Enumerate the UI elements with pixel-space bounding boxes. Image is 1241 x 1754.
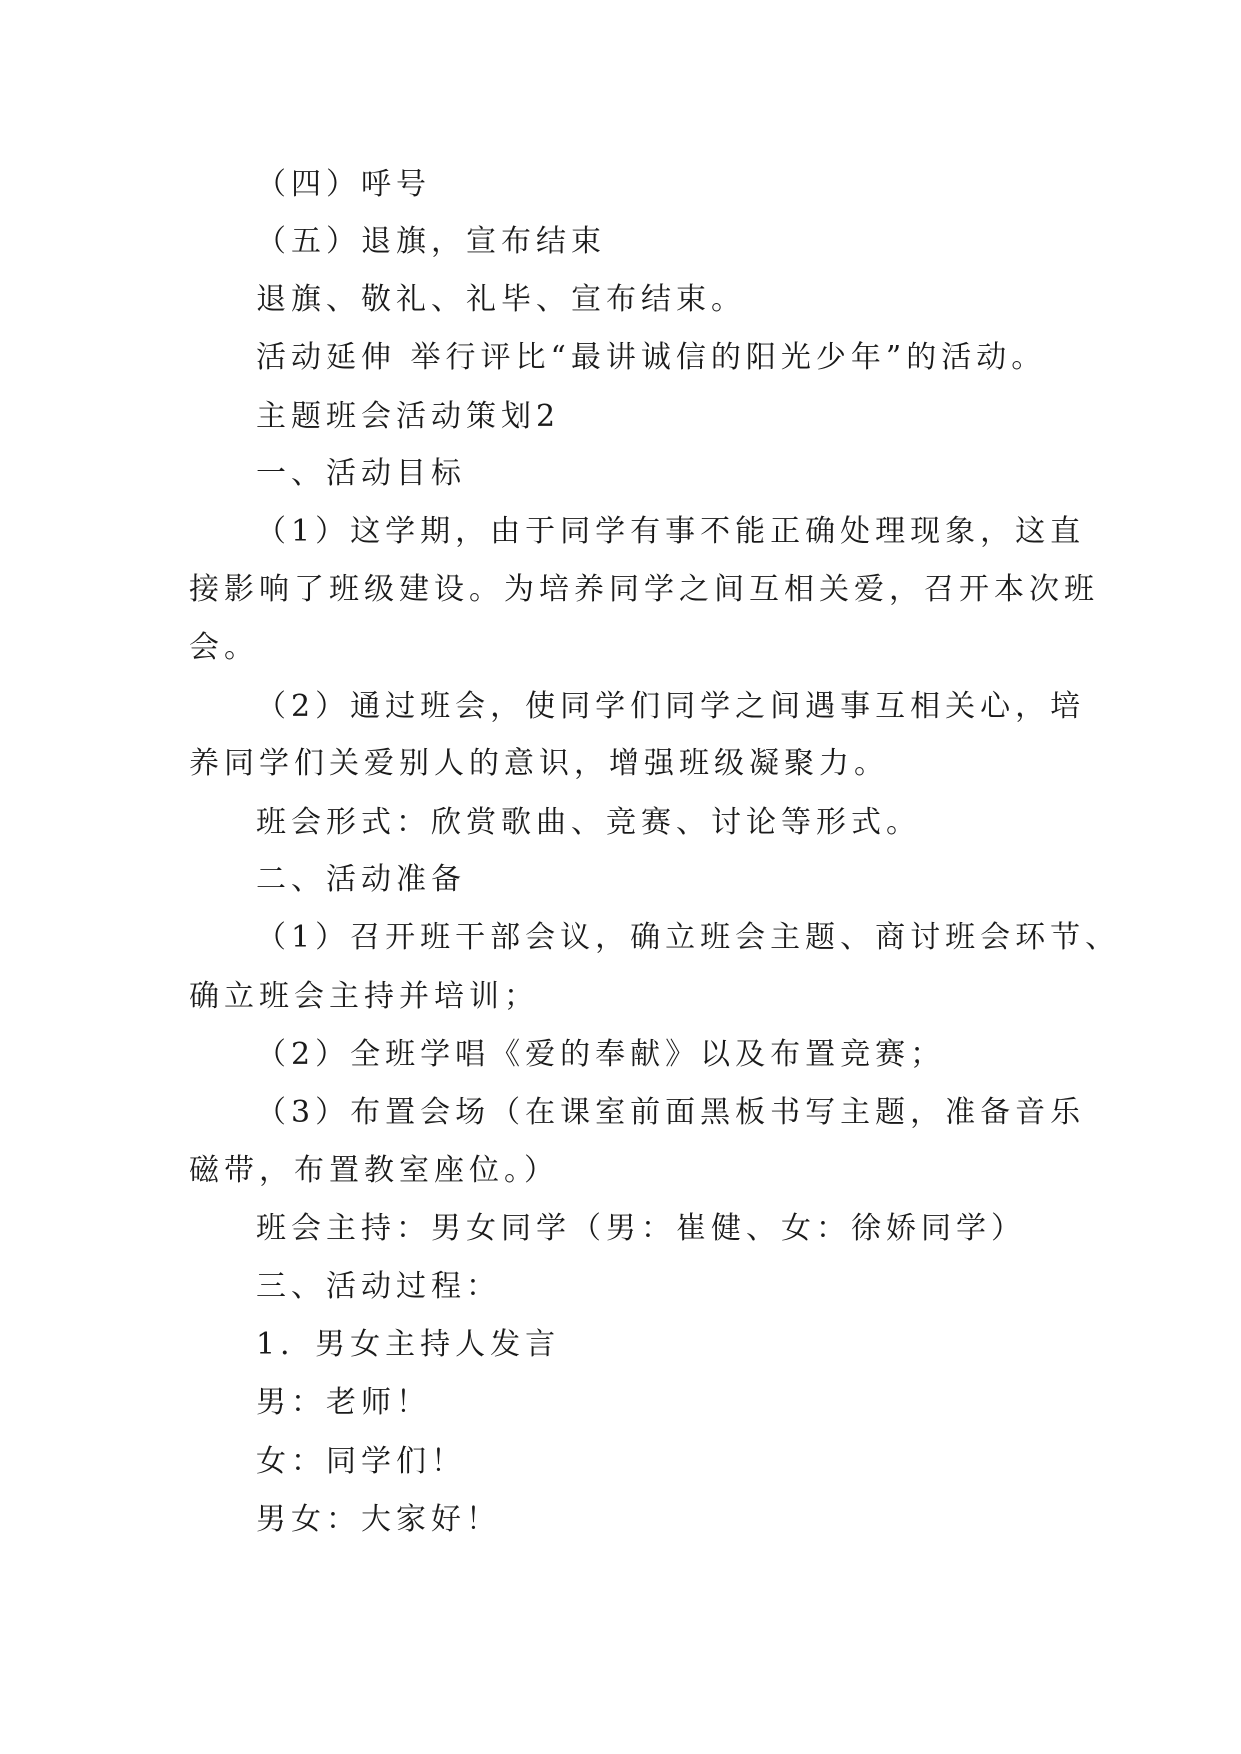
- dialogue-line: 男：老师！: [256, 1385, 431, 1420]
- paragraph: 班会形式：欣赏歌曲、竞赛、讨论等形式。: [256, 805, 921, 840]
- paragraph-continuation: 会。: [189, 630, 259, 665]
- paragraph-continuation: 养同学们关爱别人的意识，增强班级凝聚力。: [189, 746, 889, 781]
- dialogue-line: 男女：大家好！: [256, 1502, 501, 1537]
- paragraph: （2）通过班会，使同学们同学之间遇事互相关心，培: [256, 689, 1086, 724]
- paragraph: 退旗、敬礼、礼毕、宣布结束。: [256, 282, 746, 317]
- dialogue-line: 女：同学们！: [256, 1444, 466, 1479]
- paragraph: 1．男女主持人发言: [256, 1327, 561, 1362]
- paragraph-continuation: 接影响了班级建设。为培养同学之间互相关爱，召开本次班: [189, 572, 1099, 607]
- paragraph: （3）布置会场（在课室前面黑板书写主题，准备音乐: [256, 1095, 1086, 1130]
- paragraph: 活动延伸 举行评比“最讲诚信的阳光少年”的活动。: [256, 340, 1047, 375]
- section-heading: 一、活动目标: [256, 456, 466, 491]
- document-title: 主题班会活动策划2: [256, 399, 561, 434]
- section-heading: （五）退旗，宣布结束: [256, 224, 606, 259]
- section-heading: 二、活动准备: [256, 862, 466, 897]
- section-heading: （四）呼号: [256, 167, 431, 202]
- paragraph-continuation: 磁带，布置教室座位。）: [189, 1153, 559, 1188]
- paragraph: （2）全班学唱《爱的奉献》以及布置竞赛；: [256, 1037, 946, 1072]
- paragraph: （1）召开班干部会议，确立班会主题、商讨班会环节、: [256, 920, 1121, 955]
- section-heading: 三、活动过程：: [256, 1269, 501, 1304]
- paragraph-continuation: 确立班会主持并培训；: [189, 979, 539, 1014]
- paragraph: 班会主持：男女同学（男：崔健、女：徐娇同学）: [256, 1211, 1026, 1246]
- paragraph: （1）这学期，由于同学有事不能正确处理现象，这直: [256, 514, 1086, 549]
